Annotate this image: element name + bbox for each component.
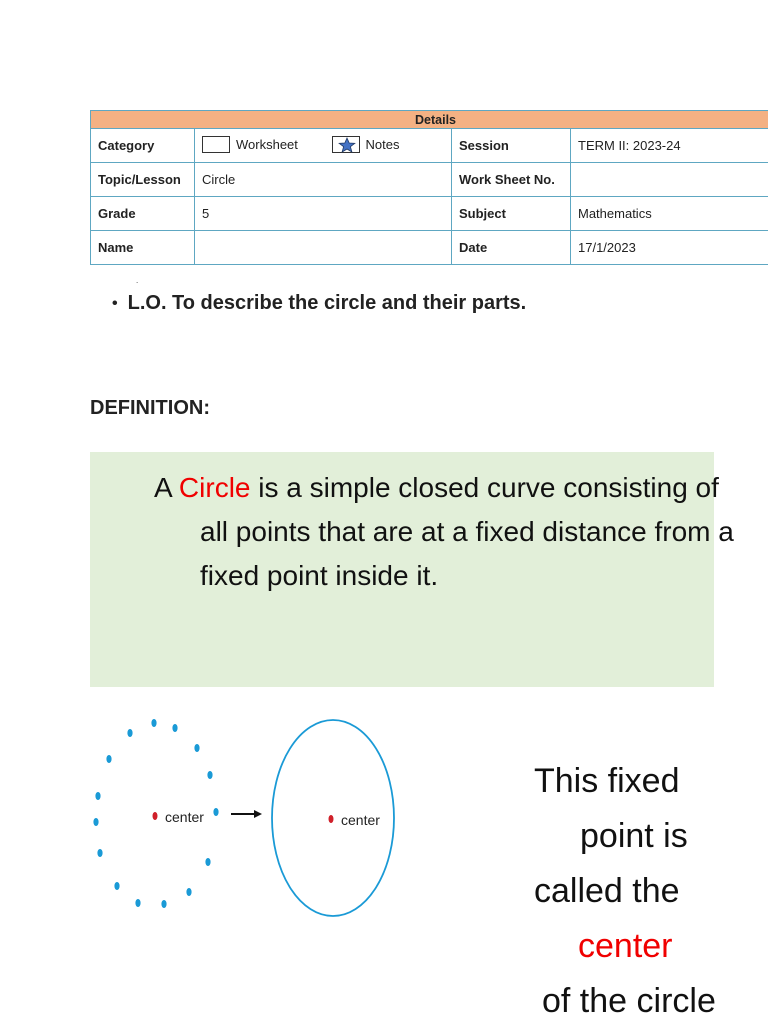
definition-text xyxy=(154,466,740,598)
learning-objective xyxy=(112,292,526,315)
learning-objective-text: L.O. To describe the circle and their parts. xyxy=(128,292,527,315)
details-table xyxy=(90,110,768,265)
session-label: Session xyxy=(452,129,571,163)
name-label: Name xyxy=(91,231,195,265)
right-center-dot xyxy=(329,815,334,823)
grade-value: 5 xyxy=(195,197,452,231)
topic-label: Topic/Lesson xyxy=(91,163,195,197)
definition-heading: DEFINITION: xyxy=(90,397,210,420)
details-header: Details xyxy=(91,111,768,129)
left-center-dot xyxy=(153,812,158,820)
left-center-label: center xyxy=(165,809,204,825)
circle-figure xyxy=(86,712,406,922)
subject-label: Subject xyxy=(452,197,571,231)
subject-value: Mathematics xyxy=(571,197,768,231)
side-line-2: point is xyxy=(530,809,760,864)
star-icon xyxy=(338,137,356,153)
date-label: Date xyxy=(452,231,571,265)
session-value: TERM II: 2023-24 xyxy=(571,129,768,163)
worksheet-no-value[interactable] xyxy=(571,163,768,197)
side-line-5: of the circle xyxy=(530,974,760,1029)
worksheet-checkbox[interactable] xyxy=(202,136,230,153)
right-center-label: center xyxy=(341,812,380,828)
bullet-icon: • xyxy=(112,295,118,313)
notes-label: Notes xyxy=(366,137,400,152)
worksheet-no-label: Work Sheet No. xyxy=(452,163,571,197)
side-line-1: This fixed xyxy=(530,754,760,809)
worksheet-label: Worksheet xyxy=(236,137,298,152)
stray-dot: . xyxy=(136,276,138,285)
definition-rest: is a simple closed curve consisting of all points that are at a fixed distance from a fixed point inside it. xyxy=(200,472,734,591)
center-explanation xyxy=(530,754,760,1029)
category-label: Category xyxy=(91,129,195,163)
name-value[interactable] xyxy=(195,231,452,265)
arrow-icon xyxy=(231,810,262,818)
definition-box xyxy=(90,452,714,687)
category-options xyxy=(195,129,452,163)
grade-label: Grade xyxy=(91,197,195,231)
definition-prefix: A xyxy=(154,472,171,503)
definition-term: Circle xyxy=(179,472,251,503)
side-line-4-center: center xyxy=(530,919,760,974)
topic-value: Circle xyxy=(195,163,452,197)
side-line-3: called the xyxy=(530,864,760,919)
notes-checkbox[interactable] xyxy=(332,136,360,153)
date-value: 17/1/2023 xyxy=(571,231,768,265)
